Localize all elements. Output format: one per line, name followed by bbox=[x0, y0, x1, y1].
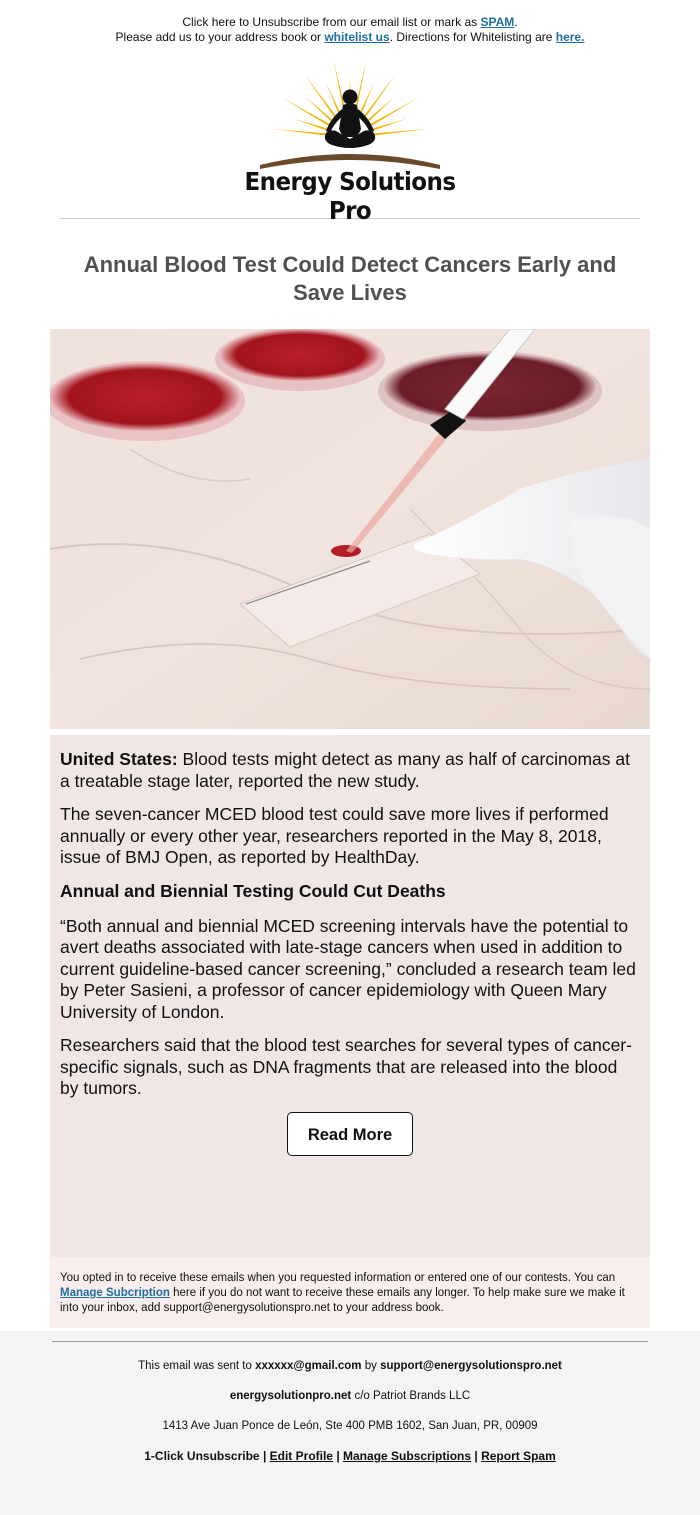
location-lead: United States: bbox=[60, 749, 178, 769]
read-more-button[interactable]: Read More bbox=[287, 1112, 413, 1156]
footer-divider bbox=[52, 1341, 648, 1342]
whitelist-link[interactable]: whitelist us bbox=[324, 30, 390, 44]
footer-links: 1-Click Unsubscribe | Edit Profile | Manage Subscriptions | Report Spam bbox=[144, 1449, 556, 1463]
recipient-email: xxxxxx@gmail.com bbox=[255, 1360, 362, 1372]
spam-link[interactable]: SPAM bbox=[480, 15, 515, 29]
manage-subscription-link[interactable]: Manage Subcription bbox=[60, 1287, 170, 1299]
article-body bbox=[50, 735, 650, 1257]
paragraph-2: The seven-cancer MCED blood test could save more lives if performed annually or every other year, researchers reported in the May 8, 2018, issue of BMJ Open, as reported by HealthDay. bbox=[60, 804, 609, 867]
sent-to-line: This email was sent to xxxxxx@gmail.com by support@energysolutionspro.net bbox=[138, 1360, 562, 1372]
paragraph-4: Researchers said that the blood test searches for several types of cancer-specific signals, such as DNA fragments that are released into the blood by tumors. bbox=[60, 1035, 632, 1098]
paragraph-1: United States: Blood tests might detect as many as half of carcinomas at a treatable stage later, reported the new study. bbox=[60, 749, 630, 791]
optin-notice: You opted in to receive these emails when you requested information or entered one of our contests. You can Manage Subcription here if you do not want to receive these emails any longer. To help make sure we make it into your inbox, add support@energysolutionspro.net to your address book. bbox=[50, 1257, 650, 1328]
top-notice bbox=[0, 0, 700, 45]
read-more-wrap bbox=[60, 1112, 640, 1156]
edit-profile-link[interactable]: Edit Profile bbox=[269, 1449, 333, 1463]
whitelist-line: Please add us to your address book or whitelist us. Directions for Whitelisting are here. bbox=[115, 30, 585, 44]
one-click-unsubscribe[interactable]: 1-Click Unsubscribe bbox=[144, 1449, 260, 1463]
report-spam-link[interactable]: Report Spam bbox=[481, 1449, 556, 1463]
whitelist-directions-link[interactable]: here. bbox=[555, 30, 585, 44]
postal-address: 1413 Ave Juan Ponce de León, Ste 400 PMB 1602, San Juan, PR, 00909 bbox=[162, 1420, 538, 1432]
brand-name: Energy Solutions Pro bbox=[244, 167, 456, 225]
company-line: energysolutionpro.net c/o Patriot Brands LLC bbox=[229, 1390, 471, 1402]
article-headline: Annual Blood Test Could Detect Cancers Early and Save Lives bbox=[83, 252, 617, 305]
paragraph-3: “Both annual and biennial MCED screening intervals have the potential to avert deaths associated with late-stage cancers when used in addition to current guideline-based cancer screening,” concluded a research team led by Peter Sasieni, a professor of cancer epidemiology with Queen Mary University of London. bbox=[60, 915, 636, 1022]
sender-email: support@energysolutionspro.net bbox=[380, 1360, 562, 1372]
blood-test-pipette-image[interactable] bbox=[50, 329, 650, 729]
article-subheading: Annual and Biennial Testing Could Cut Deaths bbox=[60, 880, 446, 901]
unsubscribe-text[interactable]: Click here to Unsubscribe from our email list or mark as bbox=[182, 15, 481, 29]
email-footer bbox=[0, 1331, 700, 1515]
manage-subscriptions-link[interactable]: Manage Subscriptions bbox=[343, 1449, 472, 1463]
brand-logo bbox=[230, 59, 470, 225]
company-domain: energysolutionpro.net bbox=[229, 1390, 352, 1402]
unsubscribe-line: Click here to Unsubscribe from our email list or mark as SPAM. bbox=[182, 15, 518, 29]
